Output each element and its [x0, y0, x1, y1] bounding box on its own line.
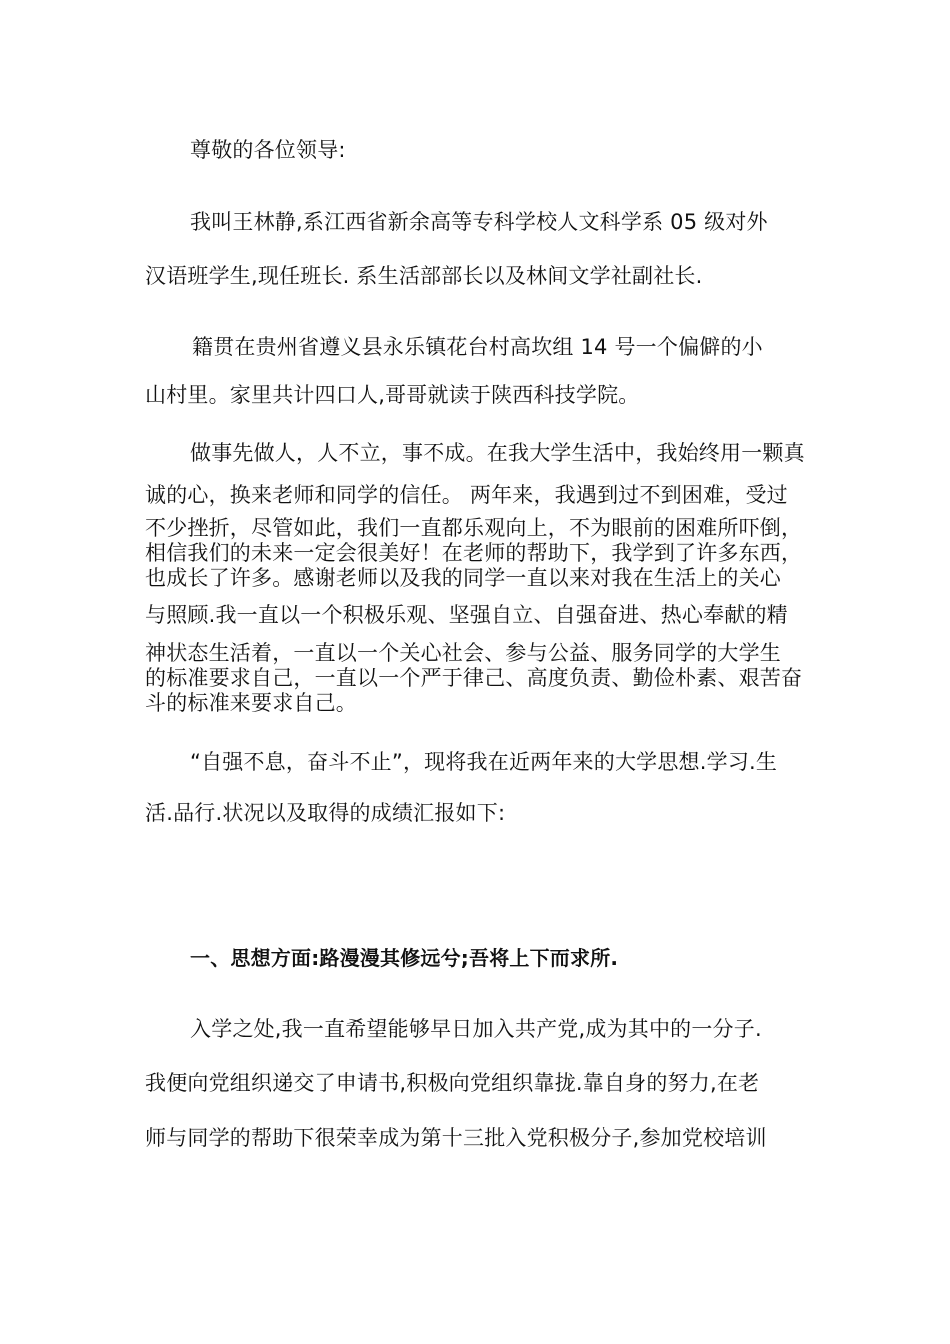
paragraph-line: 山村里。家里共计四口人,哥哥就读于陕西科技学院。	[145, 383, 640, 407]
paragraph-line: 斗的标准来要求自己。	[145, 691, 357, 715]
paragraph-line: 相信我们的未来一定会很美好！在老师的帮助下，我学到了许多东西，	[145, 541, 803, 565]
paragraph-line: 师与同学的帮助下很荣幸成为第十三批入党积极分子,参加党校培训	[145, 1126, 767, 1150]
paragraph-line: 也成长了许多。感谢老师以及我的同学一直以来对我在生活上的关心	[145, 566, 781, 590]
paragraph-line: “自强不息，奋斗不止”，现将我在近两年来的大学思想.学习.生	[190, 750, 778, 774]
paragraph-line: 汉语班学生,现任班长. 系生活部部长以及林间文学社副社长.	[145, 264, 703, 288]
paragraph-line: 籍贯在贵州省遵义县永乐镇花台村高坎组 14 号一个偏僻的小	[192, 335, 763, 359]
paragraph-line: 诚的心，换来老师和同学的信任。 两年来，我遇到过不到困难，受过	[145, 483, 788, 507]
paragraph-line: 不少挫折，尽管如此，我们一直都乐观向上，不为眼前的困难所吓倒，	[145, 516, 803, 540]
salutation: 尊敬的各位领导:	[190, 138, 346, 162]
section-heading: 一、思想方面:路漫漫其修远兮;吾将上下而求所.	[190, 946, 619, 970]
paragraph-line: 与照顾.我一直以一个积极乐观、坚强自立、自强奋进、热心奉献的精	[145, 603, 788, 627]
paragraph-line: 我便向党组织递交了申请书,积极向党组织靠拢.靠自身的努力,在老	[145, 1071, 760, 1095]
paragraph-line: 活.品行.状况以及取得的成绩汇报如下:	[145, 801, 506, 825]
paragraph-line: 的标准要求自己，一直以一个严于律己、高度负责、勤俭朴素、艰苦奋	[145, 666, 803, 690]
paragraph-line: 做事先做人，人不立，事不成。在我大学生活中，我始终用一颗真	[190, 441, 805, 465]
paragraph-line: 神状态生活着，一直以一个关心社会、参与公益、服务同学的大学生	[145, 641, 781, 665]
paragraph-line: 我叫王林静,系江西省新余高等专科学校人文科学系 05 级对外	[190, 210, 768, 234]
paragraph-line: 入学之处,我一直希望能够早日加入共产党,成为其中的一分子.	[190, 1017, 762, 1041]
